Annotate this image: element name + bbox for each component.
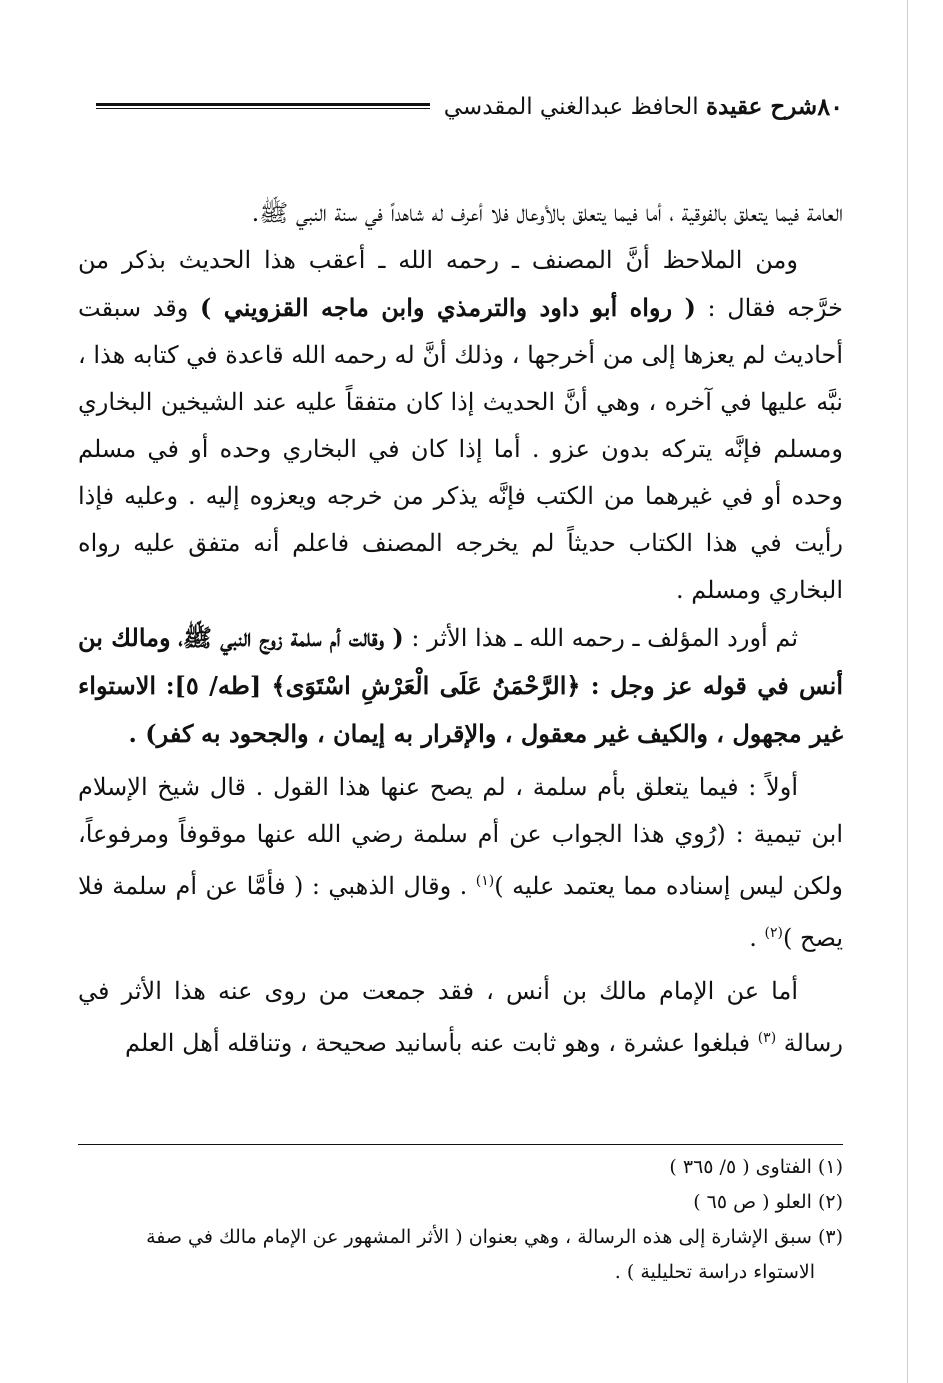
footnote-2: (٢) العلو ( ص ٦٥ ) (693, 1191, 843, 1213)
footnote-divider (78, 1144, 843, 1145)
scan-edge-line (907, 0, 908, 1383)
quoted-athar-4: كفر) . (128, 719, 194, 748)
header-rule (96, 103, 430, 109)
text-line: . وقال الذهبي : ( فأمَّا عن أم سلمة فلا (78, 872, 476, 900)
text-line: يصح ) (783, 924, 843, 952)
book-title-bold: شرح عقيدة (705, 92, 818, 120)
paragraph-2 (78, 237, 843, 614)
footnote-3: (٣) سبق الإشارة إلى هذه الرسالة ، وهي بعنوان ( الأثر المشهور عن الإمام مالك في صفة (146, 1226, 843, 1248)
text-line: ابن تيمية : (رُوي هذا الجواب عن أم سلمة رضي الله عنها موقوفاً ومرفوعاً، (78, 820, 843, 848)
footnote-3-continued: الاستواء دراسة تحليلية ) . (614, 1261, 815, 1283)
text-line: فبلغوا عشرة ، وهو ثابت عنه بأسانيد صحيحة ، وتناقله أهل العلم (125, 1029, 758, 1057)
text-line: رسالة (776, 1029, 843, 1057)
text-line: يعزها إلى من أخرجها ، وذلك أنَّ له رحمه الله قاعدة في كتابه هذا ، نبَّه عليها (78, 341, 843, 416)
footnote-1: (١) الفتاوى ( ٥/ ٣٦٥ ) (669, 1156, 843, 1178)
book-title (444, 93, 817, 120)
main-text (78, 190, 843, 1067)
paragraph-5 (78, 968, 843, 1067)
paragraph-1 (78, 190, 843, 237)
footnote-ref-2[interactable]: (٢) (764, 925, 784, 941)
text-line: العامة فيما يتعلق بالفوقية ، أما فيما يتعلق بالأوعال فلا أعرف له شاهداً في (364, 199, 843, 227)
text-line: الكتاب حديثاً لم يخرجه المصنف فاعلم أنه متفق عليه رواه البخاري ومسلم . (78, 529, 843, 604)
quoted-attribution: ( رواه أبو داود والترمذي وابن ماجه القزويني ) (200, 293, 696, 322)
text-line: فإنَّه يتركه بدون عزو . أما إذا كان في البخاري وحده أو في مسلم وحده أو في (78, 435, 843, 510)
text-line: ومن الملاحظ أنَّ المصنف ـ رحمه الله ـ أعقب هذا الحديث بذكر من خرَّجه (78, 246, 843, 322)
paragraph-3 (78, 614, 843, 758)
text-line: أولاً : فيما يتعلق بأم سلمة ، لم يصح عنها هذا القول . قال شيخ الإسلام (78, 773, 798, 801)
footnote-ref-3[interactable]: (٣) (757, 1030, 777, 1046)
text-line: أما عن الإمام مالك بن أنس ، فقد جمعت من روى عنه هذا الأثر في (78, 977, 798, 1005)
text-line: سنة النبي ﷺ. (251, 199, 358, 227)
text-line: وقد سبقت أحاديث لم (78, 294, 843, 369)
running-header (78, 84, 843, 128)
page-number: ٨٠ (817, 91, 843, 121)
text-line: ولكن ليس إسناده مما يعتمد عليه ) (494, 872, 843, 900)
book-title-rest: الحافظ عبدالغني المقدسي (443, 93, 699, 120)
text-line: فقال : (695, 294, 776, 322)
footnote-ref-1[interactable]: (١) (475, 873, 495, 889)
text-line: . (749, 924, 765, 952)
footnotes (78, 1150, 843, 1290)
text-line: غيرهما من الكتب فإنَّه يذكر من خرجه ويعزوه إليه . وعليه فإذا رأيت في هذا (78, 482, 843, 557)
quoted-athar-3: الاستواء غير مجهول ، والكيف غير معقول ، والإقرار به إيمان ، والجحود به (78, 671, 843, 748)
text-line: ثم أورد المؤلف ـ رحمه الله ـ هذا الأثر : (403, 624, 799, 652)
quoted-athar-2: ومالك بن أنس في قوله عز وجل : ﴿الرَّحْمَنُ عَلَى الْعَرْشِ اسْتَوَى﴾ [طه/ ٥]: (78, 623, 843, 700)
paragraph-4 (78, 764, 843, 962)
text-line: في آخره ، وهي أنَّ الحديث إذا كان متفقاً عليه عند الشيخين البخاري ومسلم (78, 388, 843, 463)
quoted-athar-1: ( وقالت أم سلمة زوج النبي ﷺ، (178, 623, 404, 652)
